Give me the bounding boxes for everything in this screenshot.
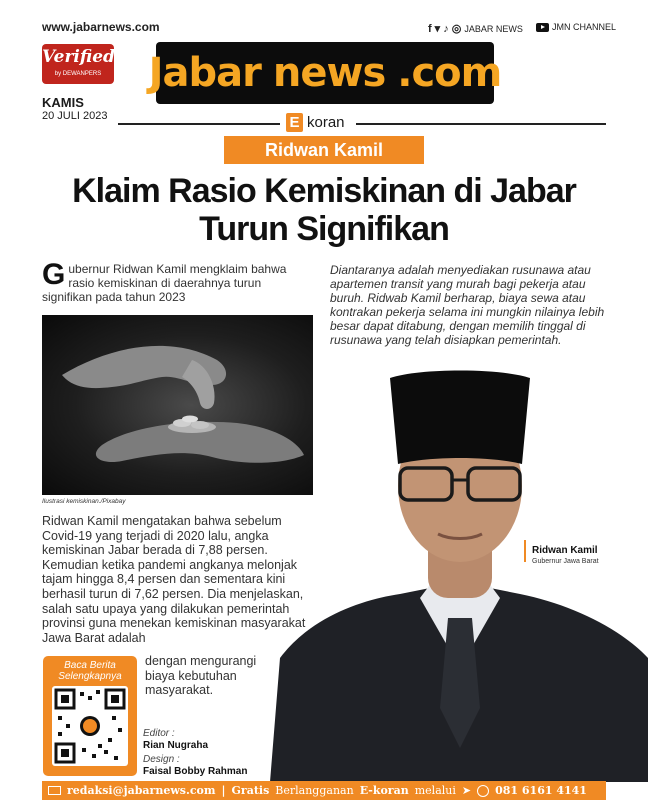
article-tag: Ridwan Kamil xyxy=(224,136,424,164)
twitter-icon[interactable]: ▾ xyxy=(434,23,441,35)
issue-day: KAMIS xyxy=(42,95,84,110)
person-accent-rule xyxy=(524,540,526,562)
channel-label: JMN CHANNEL xyxy=(552,22,617,32)
ekoran-letter: E xyxy=(286,113,303,132)
tiktok-icon[interactable]: ♪ xyxy=(443,22,449,35)
ekoran-label xyxy=(286,113,345,132)
divider-left xyxy=(118,123,280,125)
telegram-icon[interactable]: ➤ xyxy=(461,784,472,797)
site-url[interactable]: www.jabarnews.com xyxy=(42,20,160,34)
design-label: Design : xyxy=(143,754,180,765)
social-links xyxy=(428,22,523,35)
headline xyxy=(20,172,628,248)
drop-cap: G xyxy=(42,258,66,291)
editor-label: Editor : xyxy=(143,728,175,739)
instagram-icon[interactable]: ◎ xyxy=(451,23,462,35)
channel-link[interactable] xyxy=(536,22,616,32)
verified-badge xyxy=(42,44,114,84)
social-label: JABAR NEWS xyxy=(464,23,523,34)
portrait-image xyxy=(270,368,648,782)
editor-name: Rian Nugraha xyxy=(143,740,209,751)
ekoran-word: koran xyxy=(307,114,345,131)
headline-line2: Turun Signifikan xyxy=(199,210,449,248)
person-title: Gubernur Jawa Barat xyxy=(532,558,599,565)
footer-ekoran: E-koran xyxy=(359,784,409,797)
masthead-part1: Jabar xyxy=(148,50,261,96)
qr-code-image xyxy=(52,686,128,766)
masthead-part2: news xyxy=(272,50,386,96)
masthead-part3: .com xyxy=(397,50,502,96)
badge-title: Verified xyxy=(42,47,115,67)
person-name: Ridwan Kamil xyxy=(532,545,598,556)
read-more-qr-box[interactable] xyxy=(43,656,137,776)
footer-melalui: melalui xyxy=(414,784,456,797)
youtube-icon xyxy=(536,23,549,32)
footer-gratis: Gratis xyxy=(231,784,270,797)
lead-text: ubernur Ridwan Kamil mengklaim bahwa rasio kemiskinan di daerahnya turun signifikan pada tahun 2023 xyxy=(42,262,287,304)
article-column-1-continued: dengan mengurangi biaya kebutuhan masyarakat. xyxy=(145,654,257,698)
badge-sub: by DEWANPERS xyxy=(54,71,102,77)
qr-title-line1: Baca Berita xyxy=(64,660,116,671)
footer-email[interactable]: redaksi@jabarnews.com xyxy=(67,784,216,797)
facebook-icon[interactable]: f xyxy=(428,22,432,35)
photo-caption: Ilustrasi kemiskinan./Pixabay xyxy=(42,498,126,505)
issue-date: 20 JULI 2023 xyxy=(42,110,108,122)
masthead-logo[interactable] xyxy=(148,42,502,104)
article-column-1: Ridwan Kamil mengatakan bahwa sebelum Covid-19 yang terjadi di 2020 lalu, angka kemiskinan Jabar berada di 7,88 persen. Kemudian ketika pandemi angkanya melonjak tajam hingga 8,4 persen dan sementara kini berhasil turun di 7,62 persen. Dia menjelaskan, salah satu upaya yang dilakukan pemerintah provinsi guna menekan kemiskinan masyarakat Jawa Barat adalah xyxy=(42,514,306,645)
ridwan-kamil-portrait xyxy=(270,368,648,782)
footer-separator: | xyxy=(221,784,226,797)
design-name: Faisal Bobby Rahman xyxy=(143,766,248,777)
qr-title xyxy=(43,660,137,682)
divider-right xyxy=(356,123,606,125)
headline-line1: Klaim Rasio Kemiskinan di Jabar xyxy=(72,172,576,210)
footer-phone[interactable]: 081 6161 4141 xyxy=(495,784,587,797)
qr-code[interactable] xyxy=(52,686,128,766)
footer-berlangganan: Berlangganan xyxy=(275,784,354,797)
article-column-2: Diantaranya adalah menyediakan rusunawa atau apartemen transit yang murah bagi pekerja atau buruh. Ridwab Kamil berharap, biaya sewa atau kontrakan pekerja selama ini mungkin nilainya lebih besar dapat ditabung, dengan memilih tinggal di rusunawa yang telah disiapkan pemerintah. xyxy=(330,263,605,347)
footer-bar xyxy=(42,781,606,800)
qr-title-line2: Selengkapnya xyxy=(58,671,122,682)
whatsapp-icon[interactable] xyxy=(477,785,489,797)
lead-paragraph xyxy=(42,258,312,304)
mail-icon xyxy=(48,786,61,795)
